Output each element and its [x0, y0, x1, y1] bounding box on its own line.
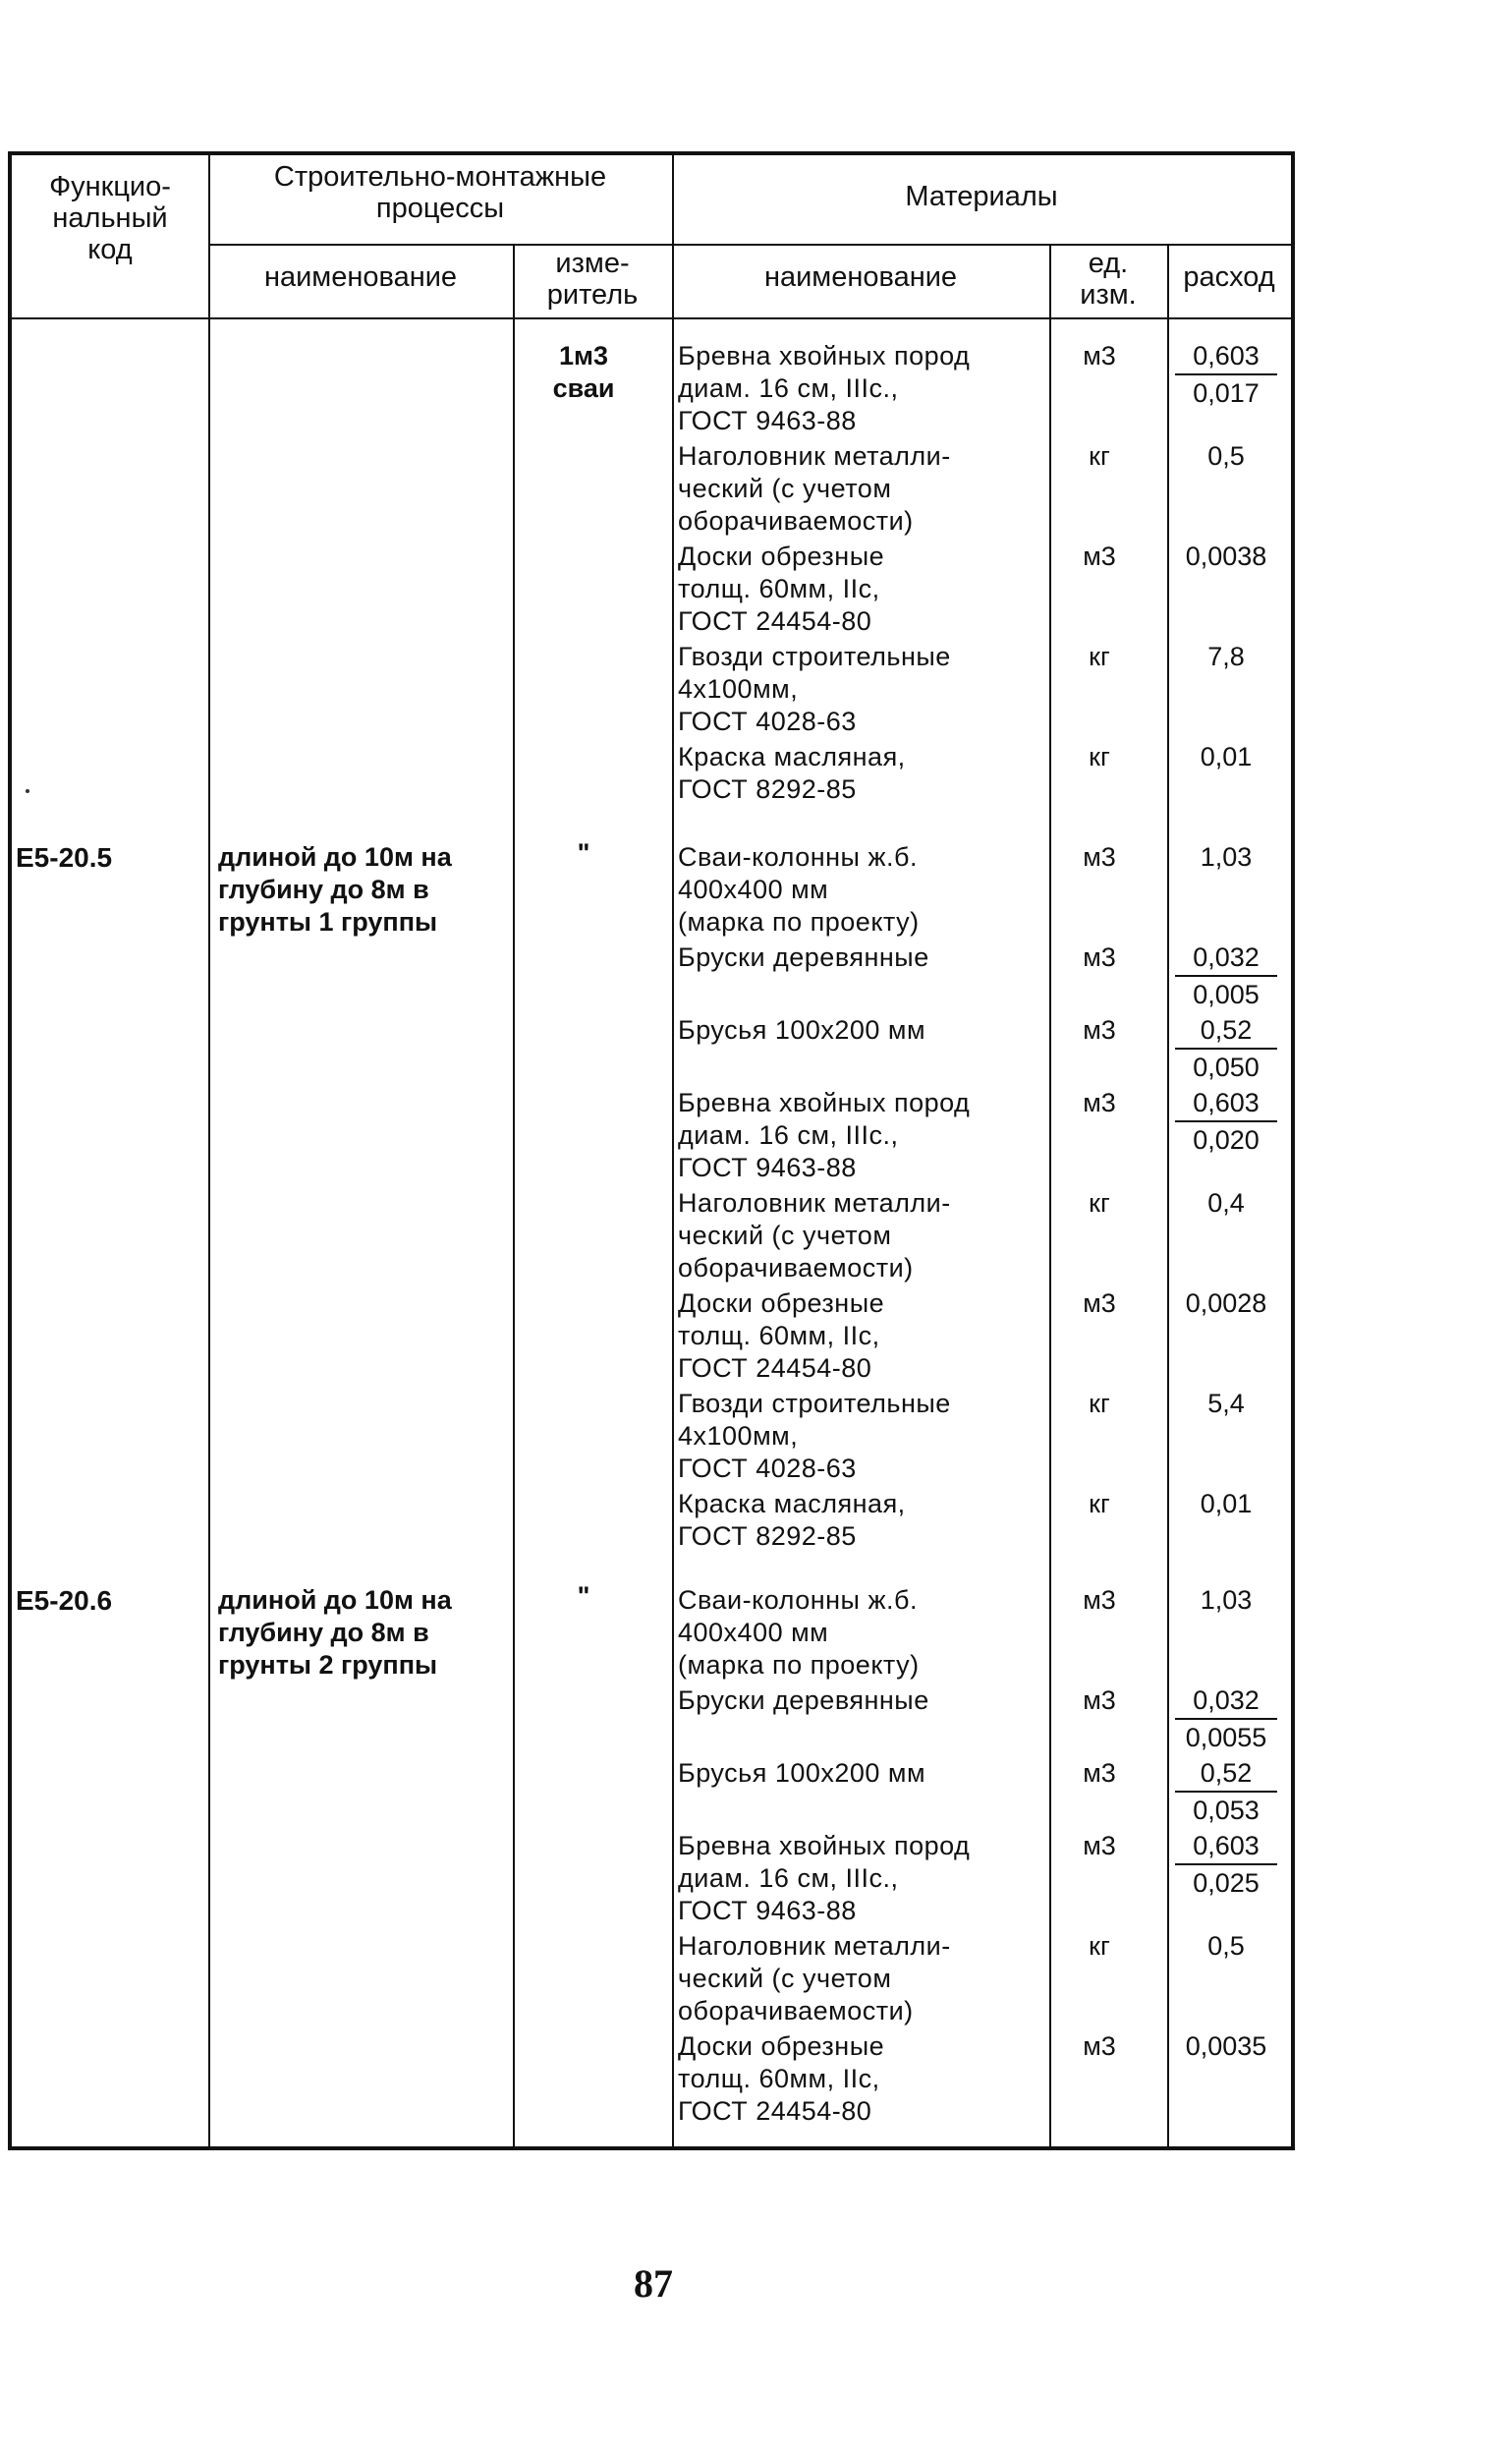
- material-qty-denominator: 0,0055: [1185, 1723, 1267, 1752]
- material-name: Бревна хвойных пород диам. 16 см, IIIс., ГОСТ 9463-88: [678, 1831, 971, 1925]
- header-functional-code: Функцио- нальный код: [49, 171, 171, 265]
- material-unit: кг: [1089, 1389, 1110, 1418]
- material-qty: 5,4: [1207, 1389, 1245, 1418]
- material-qty: 0,0038: [1185, 542, 1267, 571]
- material-name: Бруски деревянные: [678, 942, 929, 972]
- header-material-name: наименование: [763, 261, 958, 293]
- material-name: Брусья 100х200 мм: [678, 1758, 926, 1788]
- material-qty-numerator: 0,52: [1175, 1014, 1277, 1050]
- scan-speck: [26, 789, 29, 793]
- material-name: Наголовник металли- ческий (с учетом оборачиваемости): [678, 1188, 951, 1283]
- material-unit: м3: [1083, 842, 1116, 872]
- material-qty: 1,03: [1200, 842, 1253, 872]
- material-qty-numerator: 0,603: [1175, 340, 1277, 375]
- material-qty: 0,5: [1207, 441, 1245, 471]
- material-unit: м3: [1083, 2031, 1116, 2061]
- header-material-qty: расход: [1183, 261, 1275, 293]
- material-qty: 1,03: [1200, 1585, 1253, 1615]
- material-qty-denominator: 0,053: [1193, 1796, 1260, 1825]
- column-divider: [208, 155, 210, 2146]
- material-unit: кг: [1089, 1188, 1110, 1218]
- functional-code: Е5-20.5: [16, 842, 113, 873]
- material-qty-numerator: 0,032: [1175, 1684, 1277, 1720]
- material-unit: м3: [1083, 341, 1116, 371]
- process-meter: ": [577, 838, 590, 868]
- material-qty-denominator: 0,005: [1193, 980, 1260, 1009]
- material-qty: 0,4: [1207, 1188, 1245, 1218]
- process-name: длиной до 10м на глубину до 8м в грунты 2 группы: [218, 1585, 452, 1680]
- material-name: Доски обрезные толщ. 60мм, IIс, ГОСТ 24454-80: [678, 2031, 885, 2126]
- material-qty-fraction: [1175, 941, 1277, 1011]
- material-unit: кг: [1089, 1489, 1110, 1518]
- material-unit: кг: [1089, 642, 1110, 671]
- material-qty-fraction: [1175, 1014, 1277, 1084]
- material-unit: м3: [1083, 942, 1116, 972]
- material-name: Бруски деревянные: [678, 1685, 929, 1715]
- column-divider: [672, 155, 674, 2146]
- material-name: Гвозди строительные 4х100мм, ГОСТ 4028-63: [678, 1389, 951, 1483]
- material-qty: 7,8: [1207, 642, 1245, 671]
- material-unit: м3: [1083, 1831, 1116, 1860]
- material-qty-numerator: 0,603: [1175, 1830, 1277, 1865]
- header-divider: [208, 244, 1291, 246]
- header-process-meter: изме- ритель: [546, 248, 639, 311]
- material-name: Бревна хвойных пород диам. 16 см, IIIс., ГОСТ 9463-88: [678, 1088, 971, 1182]
- material-unit: м3: [1083, 1088, 1116, 1117]
- material-name: Краска масляная, ГОСТ 8292-85: [678, 1489, 906, 1551]
- process-meter: 1м3 сваи: [552, 341, 615, 403]
- material-qty-numerator: 0,032: [1175, 941, 1277, 977]
- material-qty-fraction: [1175, 1830, 1277, 1900]
- material-qty: 0,0028: [1185, 1288, 1267, 1318]
- material-qty: 0,5: [1207, 1931, 1245, 1961]
- material-name: Наголовник металли- ческий (с учетом оборачиваемости): [678, 1931, 951, 2025]
- functional-code: Е5-20.6: [16, 1585, 113, 1616]
- process-meter: ": [577, 1581, 590, 1611]
- material-qty-fraction: [1175, 1087, 1277, 1157]
- material-name: Наголовник металли- ческий (с учетом оборачиваемости): [678, 441, 951, 536]
- material-name: Доски обрезные толщ. 60мм, IIс, ГОСТ 24454-80: [678, 542, 885, 636]
- header-bottom-border: [12, 317, 1291, 319]
- material-unit: м3: [1083, 542, 1116, 571]
- material-qty: 0,01: [1200, 742, 1253, 771]
- header-process-name: наименование: [263, 261, 458, 293]
- material-name: Гвозди строительные 4х100мм, ГОСТ 4028-63: [678, 642, 951, 736]
- material-qty-denominator: 0,017: [1193, 378, 1260, 408]
- material-unit: м3: [1083, 1585, 1116, 1615]
- material-name: Бревна хвойных пород диам. 16 см, IIIс., ГОСТ 9463-88: [678, 341, 971, 435]
- header-process-group: Строительно-монтажные процессы: [273, 161, 607, 224]
- material-unit: кг: [1089, 1931, 1110, 1961]
- material-name: Брусья 100х200 мм: [678, 1015, 926, 1045]
- material-qty-numerator: 0,52: [1175, 1757, 1277, 1793]
- material-qty-numerator: 0,603: [1175, 1087, 1277, 1122]
- material-name: Краска масляная, ГОСТ 8292-85: [678, 742, 906, 804]
- material-qty-fraction: [1175, 1684, 1277, 1754]
- material-qty-fraction: [1175, 340, 1277, 410]
- page-number: 87: [634, 2261, 673, 2306]
- process-name: длиной до 10м на глубину до 8м в грунты 1 группы: [218, 842, 452, 937]
- material-unit: м3: [1083, 1685, 1116, 1715]
- material-qty: 0,0035: [1185, 2031, 1267, 2061]
- material-name: Сваи-колонны ж.б. 400х400 мм (марка по проекту): [678, 1585, 920, 1680]
- material-qty: 0,01: [1200, 1489, 1253, 1518]
- material-unit: кг: [1089, 742, 1110, 771]
- header-materials-group: Материалы: [905, 181, 1058, 212]
- material-qty-fraction: [1175, 1757, 1277, 1827]
- material-unit: м3: [1083, 1015, 1116, 1045]
- material-name: Сваи-колонны ж.б. 400х400 мм (марка по проекту): [678, 842, 920, 937]
- column-divider: [513, 244, 515, 2146]
- material-qty-denominator: 0,025: [1193, 1868, 1260, 1898]
- material-unit: м3: [1083, 1288, 1116, 1318]
- material-qty-denominator: 0,020: [1193, 1125, 1260, 1155]
- material-qty-denominator: 0,050: [1193, 1053, 1260, 1082]
- material-unit: м3: [1083, 1758, 1116, 1788]
- material-name: Доски обрезные толщ. 60мм, IIс, ГОСТ 24454-80: [678, 1288, 885, 1383]
- material-unit: кг: [1089, 441, 1110, 471]
- header-material-unit: ед. изм.: [1080, 248, 1137, 311]
